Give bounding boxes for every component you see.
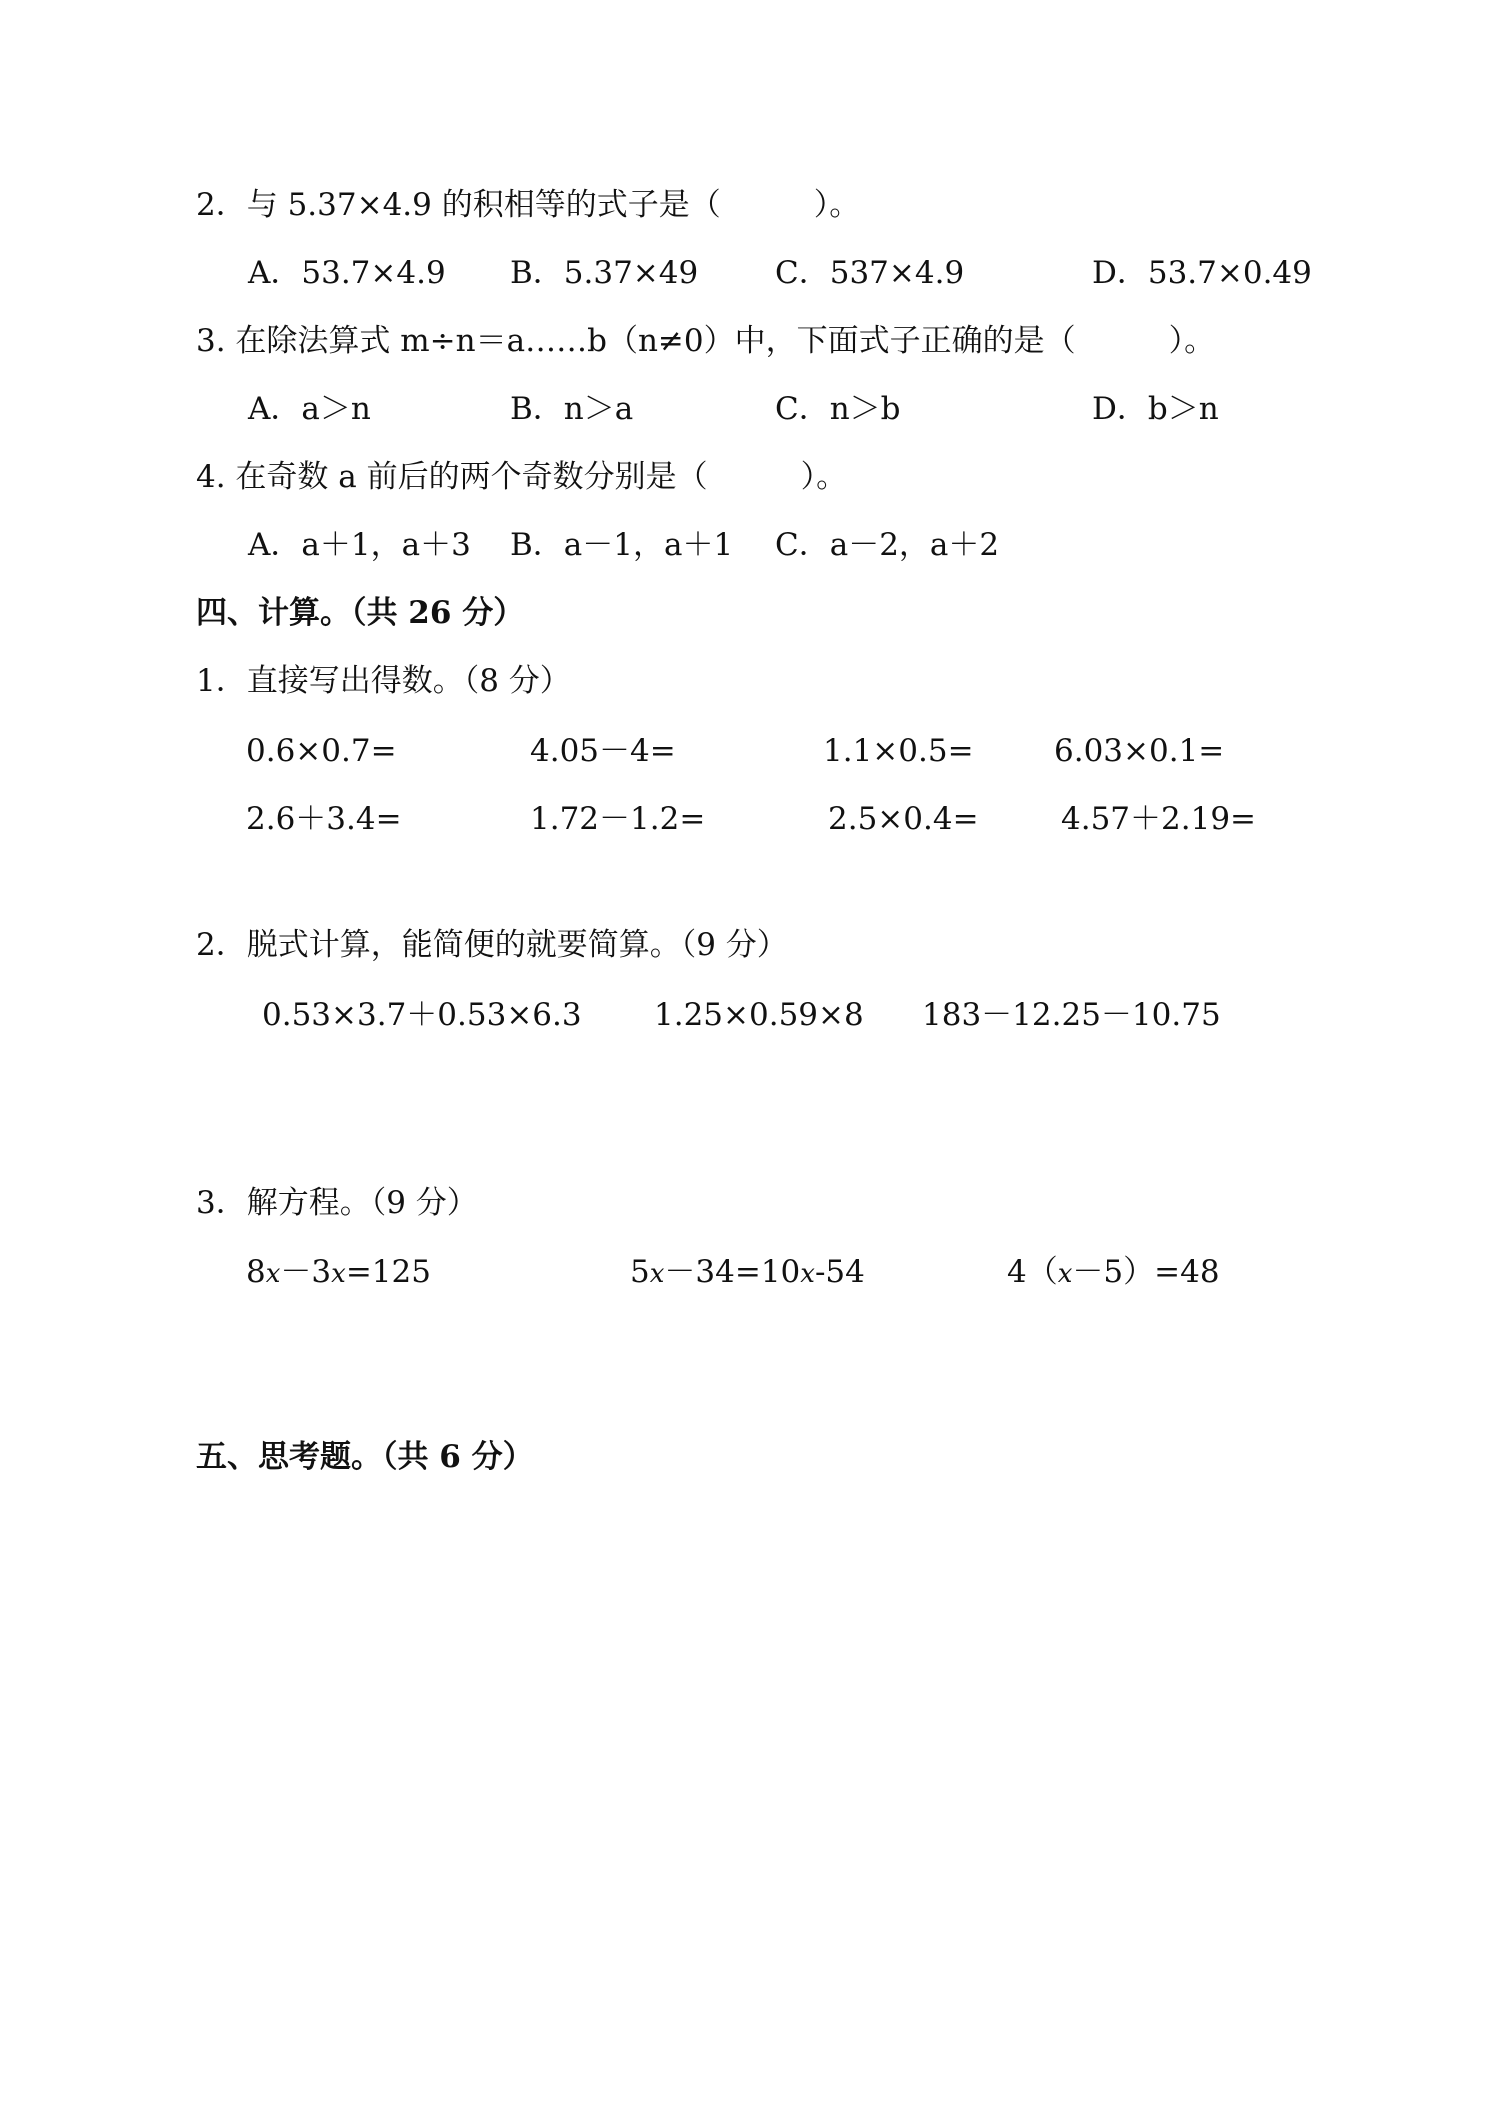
question-2-option-d: D．53.7×0.49	[1092, 255, 1312, 291]
section-4-heading: 四、计算。（共 26 分）	[196, 595, 525, 631]
part-1-title: 1．直接写出得数。（8 分）	[196, 663, 571, 699]
oral-calc-3: 1.1×0.5=	[823, 733, 974, 769]
variable-x: x	[265, 1259, 281, 1289]
question-4-stem: 4. 在奇数 a 前后的两个奇数分别是（ ）。	[196, 459, 848, 495]
equation-3: 4（x－5）=48	[1007, 1254, 1220, 1290]
variable-x: x	[1057, 1259, 1073, 1289]
equation-1: 8x－3x=125	[246, 1254, 431, 1290]
oral-calc-6: 1.72－1.2=	[530, 801, 706, 837]
question-4-option-c: C．a－2，a＋2	[775, 527, 1000, 563]
oral-calc-5: 2.6＋3.4=	[246, 801, 402, 837]
question-3-option-b: B．n＞a	[510, 391, 634, 427]
oral-calc-7: 2.5×0.4=	[828, 801, 979, 837]
question-2-option-b: B．5.37×49	[510, 255, 699, 291]
question-3-option-a: A．a＞n	[248, 391, 371, 427]
question-2-stem: 2．与 5.37×4.9 的积相等的式子是（ ）。	[196, 187, 861, 223]
part-2-title: 2．脱式计算，能简便的就要简算。（9 分）	[196, 927, 788, 963]
variable-x: x	[649, 1259, 665, 1289]
question-3-option-d: D．b＞n	[1092, 391, 1219, 427]
question-4-option-a: A．a＋1，a＋3	[248, 527, 471, 563]
question-4-option-b: B．a－1，a＋1	[510, 527, 734, 563]
oral-calc-4: 6.03×0.1=	[1054, 733, 1225, 769]
variable-x: x	[331, 1259, 346, 1289]
oral-calc-1: 0.6×0.7=	[246, 733, 397, 769]
stepwise-calc-3: 183－12.25－10.75	[922, 997, 1221, 1033]
stepwise-calc-1: 0.53×3.7＋0.53×6.3	[262, 997, 582, 1033]
stepwise-calc-2: 1.25×0.59×8	[654, 997, 864, 1033]
oral-calc-2: 4.05－4=	[530, 733, 676, 769]
question-2-option-a: A．53.7×4.9	[248, 255, 446, 291]
part-3-title: 3．解方程。（9 分）	[196, 1185, 478, 1221]
question-2-option-c: C．537×4.9	[775, 255, 965, 291]
equation-2: 5x－34=10x-54	[630, 1254, 865, 1290]
oral-calc-8: 4.57＋2.19=	[1061, 801, 1257, 837]
variable-x: x	[800, 1259, 815, 1289]
question-3-stem: 3. 在除法算式 m÷n＝a……b（n≠0）中，下面式子正确的是（ ）。	[196, 323, 1216, 359]
section-5-heading: 五、思考题。（共 6 分）	[196, 1439, 534, 1475]
question-3-option-c: C．n＞b	[775, 391, 901, 427]
